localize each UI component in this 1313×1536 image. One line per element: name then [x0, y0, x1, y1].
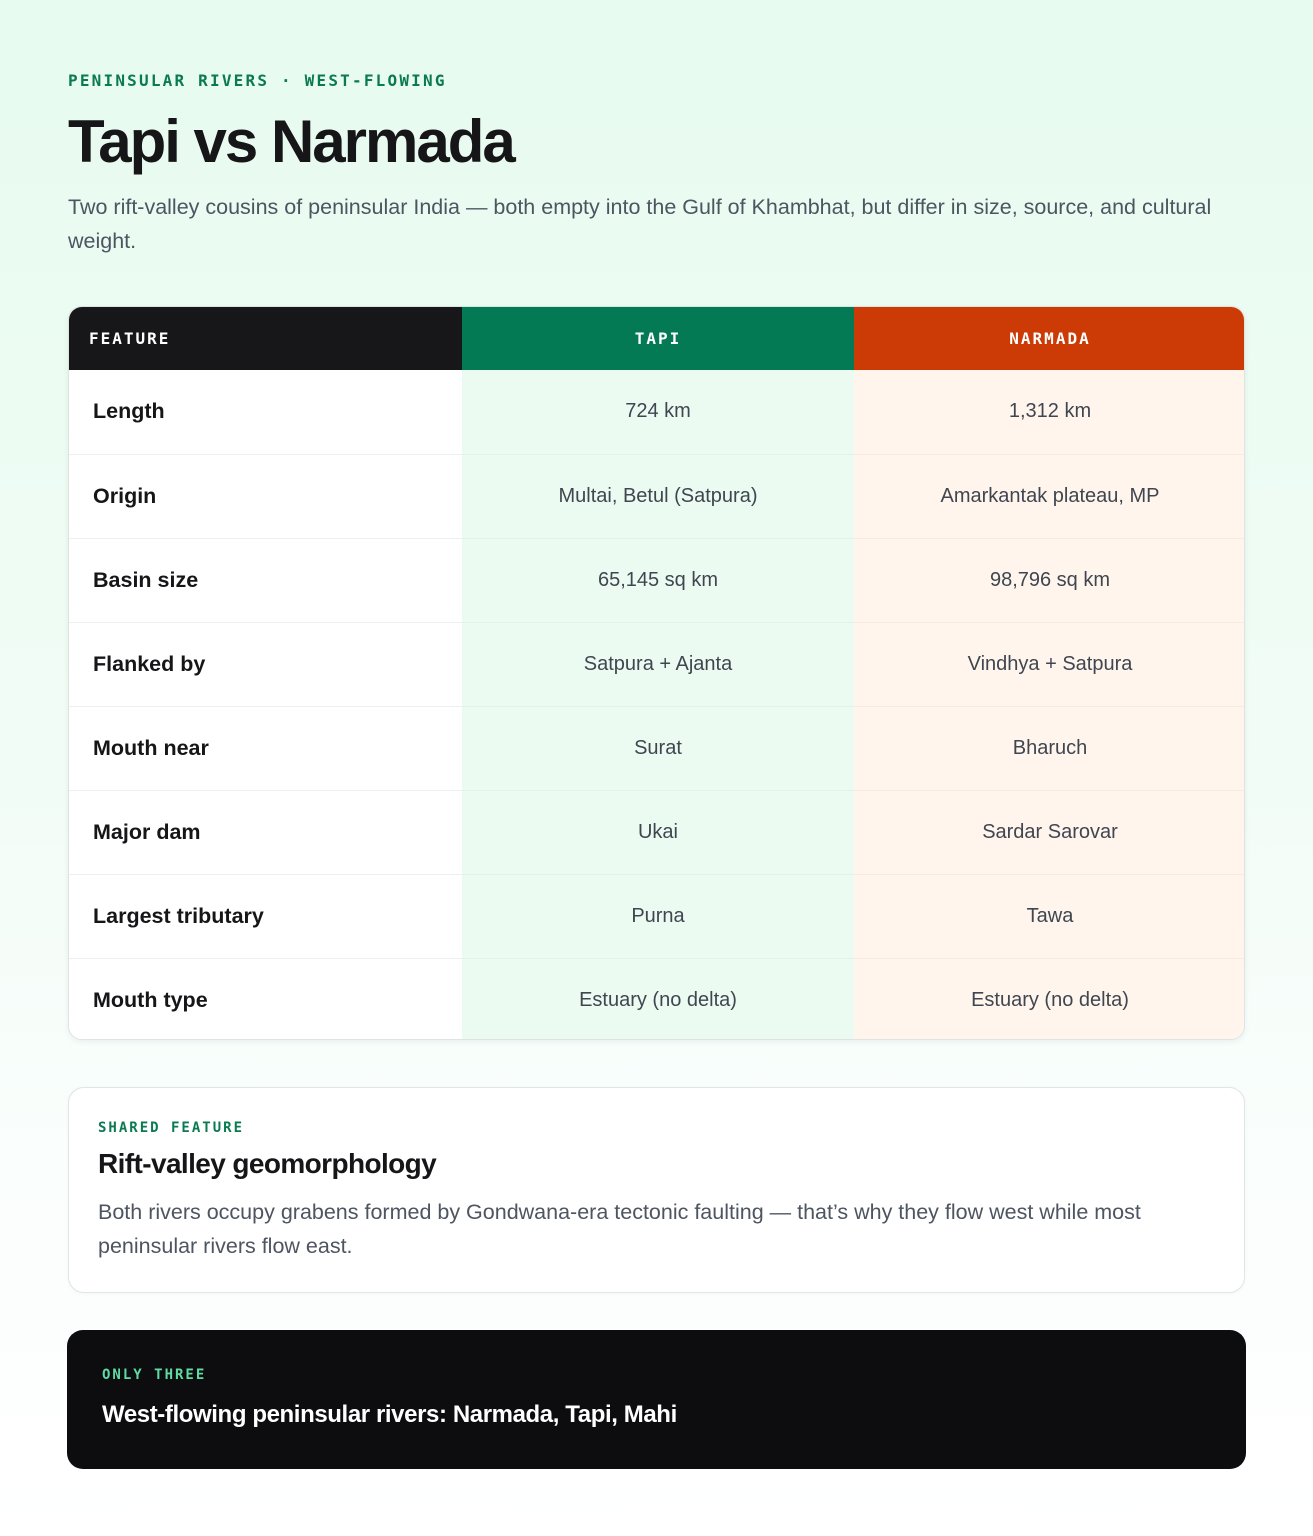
table-row — [69, 874, 1245, 958]
row-feature-cell: Mouth near — [69, 706, 462, 790]
callout-text: West-flowing peninsular rivers: Narmada, Tapi, Mahi — [102, 1401, 677, 1428]
shared-feature-eyebrow: SHARED FEATURE — [98, 1120, 245, 1136]
shared-feature-body: Both rivers occupy grabens formed by Gondwana-era tectonic faulting — that’s why they flow west while most peninsular rivers flow east. — [98, 1200, 1141, 1258]
row-tapi-cell: Estuary (no delta) — [462, 958, 854, 1040]
table-row — [69, 538, 1245, 622]
row-feature-cell: Mouth type — [69, 958, 462, 1040]
row-narmada-cell: 1,312 km — [854, 370, 1245, 454]
row-feature-cell: Major dam — [69, 790, 462, 874]
shared-feature-title: Rift-valley geomorphology — [98, 1148, 437, 1179]
row-narmada-cell: Tawa — [854, 874, 1245, 958]
row-feature-cell: Origin — [69, 454, 462, 538]
row-feature-cell: Largest tributary — [69, 874, 462, 958]
row-narmada-cell: Bharuch — [854, 706, 1245, 790]
row-narmada-cell: Amarkantak plateau, MP — [854, 454, 1245, 538]
column-header-feature: FEATURE — [69, 307, 462, 370]
row-narmada-cell: Vindhya + Satpura — [854, 622, 1245, 706]
column-header-narmada: NARMADA — [854, 307, 1245, 370]
shared-feature-card — [68, 1087, 1245, 1293]
row-tapi-cell: Surat — [462, 706, 854, 790]
row-tapi-cell: Multai, Betul (Satpura) — [462, 454, 854, 538]
callout-eyebrow: ONLY THREE — [102, 1367, 207, 1383]
column-header-tapi: TAPI — [462, 307, 854, 370]
row-tapi-cell: Ukai — [462, 790, 854, 874]
row-feature-cell: Flanked by — [69, 622, 462, 706]
row-feature-cell: Length — [69, 370, 462, 454]
table-row — [69, 370, 1245, 454]
row-tapi-cell: 724 km — [462, 370, 854, 454]
page-title: Tapi vs Narmada — [68, 108, 514, 175]
table-row — [69, 790, 1245, 874]
row-tapi-cell: Purna — [462, 874, 854, 958]
table-row — [69, 958, 1245, 1040]
comparison-table — [69, 307, 1245, 1040]
table-row — [69, 706, 1245, 790]
row-feature-cell: Basin size — [69, 538, 462, 622]
header-eyebrow: PENINSULAR RIVERS · WEST-FLOWING — [68, 71, 447, 90]
table-header-row — [69, 307, 1245, 370]
row-narmada-cell: Estuary (no delta) — [854, 958, 1245, 1040]
row-narmada-cell: 98,796 sq km — [854, 538, 1245, 622]
table-row — [69, 622, 1245, 706]
row-tapi-cell: 65,145 sq km — [462, 538, 854, 622]
comparison-table-card — [68, 306, 1245, 1040]
callout-card — [67, 1330, 1246, 1469]
page-subtitle: Two rift-valley cousins of peninsular India — both empty into the Gulf of Khambhat, but differ in size, source, and cultural weight. — [68, 195, 1212, 253]
row-narmada-cell: Sardar Sarovar — [854, 790, 1245, 874]
table-row — [69, 454, 1245, 538]
row-tapi-cell: Satpura + Ajanta — [462, 622, 854, 706]
